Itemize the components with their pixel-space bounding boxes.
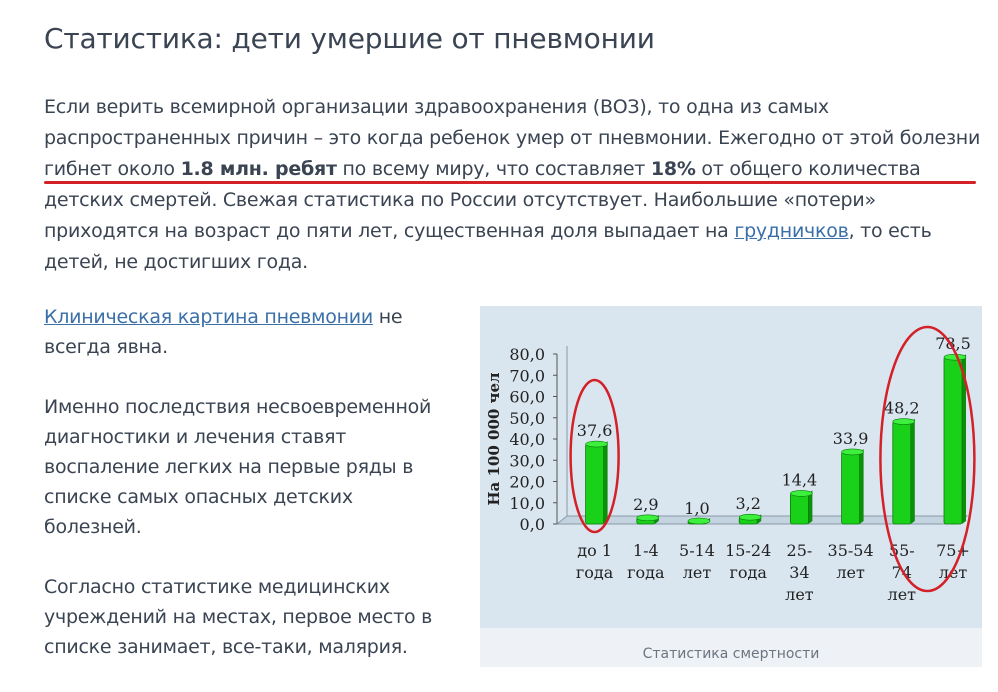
bar-value-label: 78,5 bbox=[935, 334, 971, 354]
bar-side bbox=[604, 441, 608, 524]
bar-value-label: 48,2 bbox=[883, 398, 920, 418]
x-tick-label: года bbox=[575, 563, 614, 582]
bar-side bbox=[860, 449, 864, 524]
bar-value-label: 14,4 bbox=[781, 470, 818, 490]
clinical-picture-link[interactable]: Клиническая картина пневмонии bbox=[44, 306, 373, 328]
figure-caption: Статистика смертности bbox=[642, 646, 820, 662]
x-tick-label: 74 bbox=[891, 563, 912, 582]
paragraph-consequences: Именно последствия несвоевременной диагностики и лечения ставят воспаление легких на первые ряды в списке самых опасных детских болезней. bbox=[44, 396, 432, 538]
infants-link[interactable]: грудничков bbox=[734, 220, 849, 242]
bar-value-label: 37,6 bbox=[576, 421, 613, 441]
intro-bold-count: 1.8 млн. ребят bbox=[180, 158, 337, 180]
bar-value-label: 2,9 bbox=[633, 494, 659, 514]
x-tick-label: года bbox=[627, 563, 665, 582]
y-tick-label: 80,0 bbox=[509, 345, 545, 364]
y-tick-label: 20,0 bbox=[509, 472, 545, 492]
x-tick-label: 25- bbox=[786, 541, 813, 560]
paragraph-clinical-rest: не всегда явна. bbox=[44, 306, 403, 358]
bar bbox=[790, 493, 808, 524]
x-tick-label: до 1 bbox=[577, 541, 612, 560]
x-tick-label: 15-24 bbox=[725, 541, 772, 560]
x-tick-label: года bbox=[729, 563, 767, 582]
x-tick-label: 55- bbox=[888, 541, 915, 560]
paragraph-malaria: Согласно статистике медицинских учреждений на местах, первое место в списке занимает, все-таки, малярия. bbox=[44, 576, 433, 658]
x-tick-label: лет bbox=[682, 563, 712, 582]
mortality-figure bbox=[480, 306, 982, 667]
y-axis-title: На 100 000 чел bbox=[485, 372, 503, 506]
bar-top bbox=[637, 515, 659, 521]
chart-image-area bbox=[480, 306, 982, 628]
y-tick-label: 10,0 bbox=[509, 493, 545, 513]
y-tick-label: 50,0 bbox=[509, 408, 545, 428]
left-column bbox=[44, 302, 444, 692]
x-tick-label: 35-54 bbox=[827, 541, 874, 560]
bar bbox=[893, 422, 911, 524]
intro-text-4: , то есть детей, не достигших года. bbox=[44, 220, 932, 273]
bar-value-label: 33,9 bbox=[832, 428, 869, 448]
x-tick-label: 5-14 bbox=[679, 541, 715, 560]
bar-top bbox=[586, 441, 608, 447]
bar-top bbox=[842, 449, 864, 455]
bar-side bbox=[911, 419, 915, 524]
y-tick-label: 70,0 bbox=[509, 366, 545, 386]
x-tick-label: лет bbox=[785, 585, 814, 604]
intro-text-2: по всему миру, что составляет bbox=[336, 158, 651, 180]
page-title: Статистика: дети умершие от пневмонии bbox=[44, 22, 655, 55]
bar bbox=[944, 357, 962, 524]
y-tick-label: 60,0 bbox=[509, 387, 545, 407]
x-tick-label: 34 bbox=[789, 563, 810, 582]
intro-text-3: от общего количества детских смертей. Свежая статистика по России отсутствует. Наибольшие «потери» приходятся на возраст до пяти лет, существенная доля выпадает на bbox=[44, 158, 921, 242]
bar-value-label: 1,0 bbox=[684, 498, 710, 518]
bar bbox=[586, 444, 604, 524]
x-tick-label: лет bbox=[887, 585, 917, 604]
intro-bold-percent: 18% bbox=[650, 158, 696, 180]
red-underline-highlight bbox=[44, 181, 976, 184]
intro-text-1: Если верить всемирной организации здравоохранения (ВОЗ), то одна из самых распространенных причин – это когда ребенок умер от пневмонии. Ежегодно от этой болезни гибнет около bbox=[44, 96, 981, 180]
bar bbox=[842, 452, 860, 524]
bar-top bbox=[688, 518, 710, 524]
bar-top bbox=[739, 514, 761, 520]
bar-value-label: 3,2 bbox=[735, 494, 761, 514]
paragraph-clinical bbox=[44, 302, 444, 362]
y-tick-label: 30,0 bbox=[509, 451, 545, 471]
y-tick-label: 40,0 bbox=[509, 430, 545, 449]
bar-top bbox=[944, 354, 966, 360]
y-tick-label: 0,0 bbox=[519, 515, 545, 534]
intro-paragraph bbox=[44, 92, 984, 278]
bar-top bbox=[893, 419, 915, 425]
x-tick-label: 75+ bbox=[936, 541, 970, 560]
mortality-bar-chart bbox=[480, 306, 982, 628]
x-tick-label: лет bbox=[938, 563, 968, 582]
x-tick-label: 1-4 bbox=[632, 541, 659, 560]
bar-top bbox=[790, 490, 812, 496]
x-tick-label: лет bbox=[836, 563, 865, 582]
